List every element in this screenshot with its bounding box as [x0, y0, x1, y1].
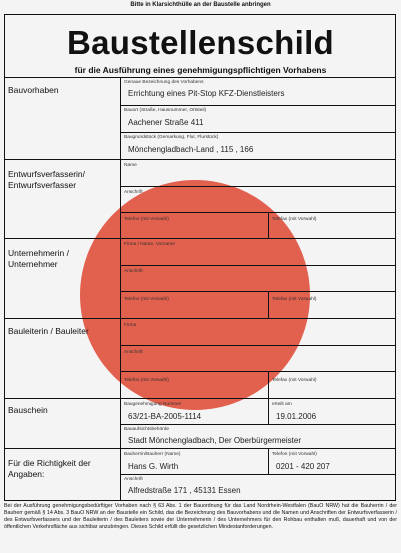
value-telefon: 0201 - 420 207: [276, 462, 330, 471]
divider: [4, 238, 396, 239]
label-telefon: Telefon (mit Vorwahl): [272, 452, 317, 457]
value-bauherr: Hans G. Wirth: [128, 462, 179, 471]
value-behoerde: Stadt Mönchengladbach, Der Oberbürgermeister: [128, 436, 301, 445]
label-telefax: Telefax (mit Vorwahl): [272, 217, 317, 222]
value-anschrift: Alfredstraße 171 , 45131 Essen: [128, 486, 241, 495]
label-name: Name: [124, 163, 137, 168]
heading-bauvorhaben: Bauvorhaben: [8, 85, 59, 95]
divider: [4, 318, 396, 319]
heading-richtigkeit: Für die Richtigkeit der Angaben:: [8, 458, 91, 479]
heading-bauschein: Bauschein: [8, 405, 48, 415]
legal-note: Bei der Ausführung genehmigungsbedürftiger Vorhaben nach § 63 Abs. 1 der Bauordnung für das Land Nordrhein-Westfalen (BauO NRW) hat die Bauherrin / der Bauherr gemäß § 14 Abs. 3 BauO NRW an der Baustelle ein Schild, das die Bezeichnung des Bauvorhabens und die Namen und Anschriften der Entwurfsverfasserin / des Entwurfsverfassers und der Bauleiterin / des Bauleiters sowie der Unternehmerin / des Unternehmers für den Rohbau enthalten muß, dauerhaft und von der öffentlichen Verkehrsfläche aus sichtbar anzubringen. Dieses Schild erfüllt die gesetzlichen Mindestanforderungen.: [4, 503, 397, 530]
divider: [120, 105, 396, 106]
label-telefon: Telefon (mit Vorwahl): [124, 297, 169, 302]
label-telefax: Telefax (mit Vorwahl): [272, 378, 317, 383]
label-anschrift: Anschrift: [124, 350, 143, 355]
label-grundstueck: Baugrundstück (Gemarkung, Flur, Flurstück): [124, 135, 219, 140]
divider: [120, 345, 396, 346]
heading-bauleiter: Bauleiterin / Bauleiter: [8, 326, 89, 336]
label-behoerde: Bauaufsichtsbehörde: [124, 427, 170, 432]
label-telefax: Telefax (mit Vorwahl): [272, 297, 317, 302]
divider: [268, 291, 269, 318]
divider: [268, 398, 269, 424]
divider: [120, 474, 396, 475]
red-circle-overlay: [80, 180, 310, 410]
heading-unternehmer: Unternehmerin / Unternehmer: [8, 248, 69, 269]
page-subtitle: für die Ausführung eines genehmigungspflichtigen Vorhabens: [74, 65, 327, 75]
label-baugenehmigung: Baugenehmigung Nummer: [124, 402, 182, 407]
label-anschrift: Anschrift: [124, 269, 143, 274]
page-title: Baustellenschild: [66, 24, 335, 61]
value-erteilt: 19.01.2006: [276, 412, 317, 421]
divider: [268, 371, 269, 398]
value-baugenehmigung: 63/21-BA-2005-1114: [128, 412, 202, 421]
label-firma-name: Firma / Name, Vorname: [124, 242, 175, 247]
heading-entwurfsverfasser: Entwurfsverfasserin/ Entwurfsverfasser: [8, 169, 85, 190]
divider: [120, 291, 396, 292]
label-erteilt: erteilt am: [272, 402, 292, 407]
label-bauort: Bauort (Straße, Hausnummer, Ortsteil): [124, 108, 207, 113]
divider: [4, 448, 396, 449]
divider: [120, 212, 396, 213]
value-bauort: Aachener Straße 411: [128, 118, 204, 127]
divider: [120, 132, 396, 133]
label-bauherr: Bauherrin/Bauherr (Name): [124, 452, 181, 457]
top-note: Bitte in Klarsichthülle an der Baustelle anbringen: [130, 2, 271, 8]
value-bezeichnung: Errichtung eines Pit-Stop KFZ-Dienstleisters: [128, 89, 285, 98]
divider: [4, 77, 396, 78]
divider: [4, 398, 396, 399]
label-anschrift: Anschrift: [124, 477, 143, 482]
divider: [120, 265, 396, 266]
label-firma: Firma: [124, 323, 137, 328]
divider: [268, 212, 269, 238]
divider: [120, 371, 396, 372]
label-telefon: Telefon (mit Vorwahl): [124, 378, 169, 383]
label-telefon: Telefon (mit Vorwahl): [124, 217, 169, 222]
divider: [120, 186, 396, 187]
label-anschrift: Anschrift: [124, 190, 143, 195]
divider: [268, 448, 269, 474]
value-grundstueck: Mönchengladbach-Land , 115 , 166: [128, 145, 254, 154]
label-bezeichnung: Genaue Bezeichnung des Vorhabens: [124, 80, 204, 85]
column-divider: [120, 77, 121, 501]
divider: [120, 424, 396, 425]
divider: [4, 159, 396, 160]
